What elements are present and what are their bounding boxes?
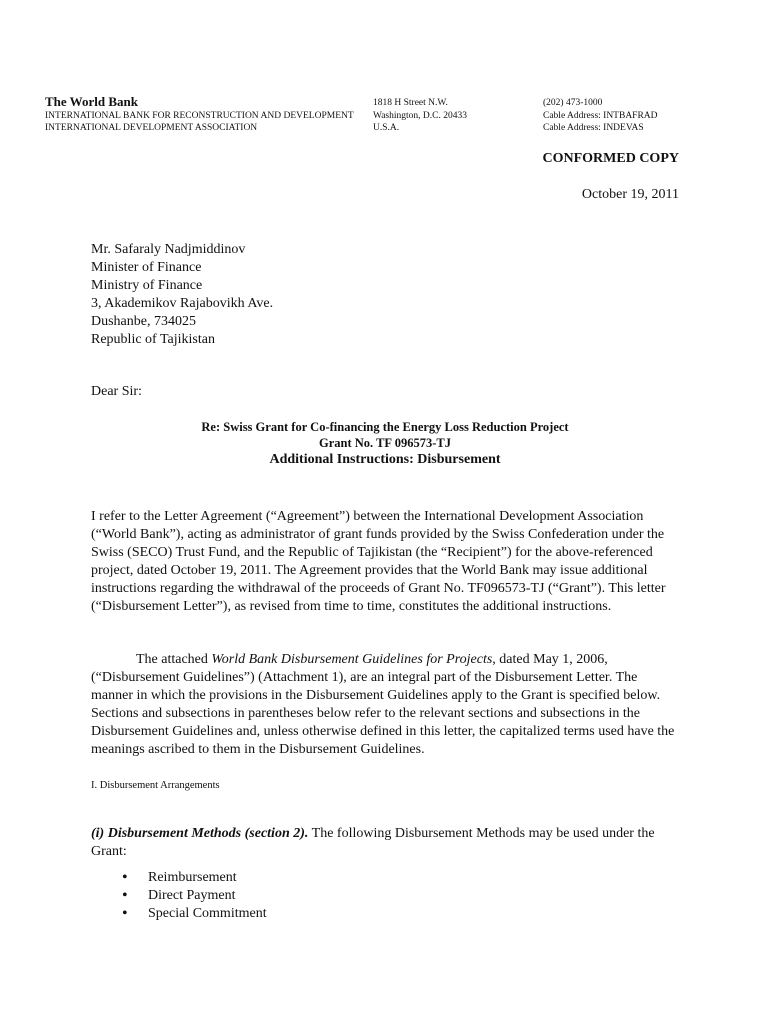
recipient-street: 3, Akademikov Rajabovikh Ave. [91,296,274,311]
subject-line-1: Re: Swiss Grant for Co-financing the Energy Loss Reduction Project [201,420,569,434]
letterhead-cable-2: Cable Address: INDEVAS [543,123,644,133]
letterhead-cable-1: Cable Address: INTBAFRAD [543,111,658,121]
recipient-title: Minister of Finance [91,260,202,275]
letterhead-phone: (202) 473-1000 [543,98,603,108]
recipient-city: Dushanbe, 734025 [91,314,196,329]
list-item: • Direct Payment [120,887,267,905]
guidelines-title: World Bank Disbursement Guidelines for Projects [211,652,493,667]
recipient-address-block [91,241,273,349]
paragraph-2-start: The attached [136,652,212,667]
methods-lead: (i) Disbursement Methods (section 2). [91,826,309,841]
letter-date: October 19, 2011 [581,187,679,202]
body-paragraph-1: I refer to the Letter Agreement (“Agreement”) between the International Development Association (“World Bank”), acting as administrator of grant funds provided by the Swiss Confederation under the Swiss (SECO) Trust Fund, and the Republic of Tajikistan (the “Recipient”) for the above-referenced project, dated October 19, 2011. The Agreement provides that the World Bank may issue additional instructions regarding the withdrawal of the proceeds of Grant No. TF096573-TJ (“Grant”). This letter (“Disbursement Letter”), as revised from time to time, constitutes the additional instructions. [91,509,666,614]
recipient-country: Republic of Tajikistan [91,332,215,347]
recipient-ministry: Ministry of Finance [91,278,203,293]
paragraph-2-rest: , dated May 1, 2006, (“Disbursement Guidelines”) (Attachment 1), are an integral part of the Disbursement Letter. The manner in which the provisions in the Disbursement Guidelines apply to the Grant is specified below. Sections and subsections in parentheses below refer to the relevant sections and subsections in the Disbursement Guidelines and, unless otherwise defined in this letter, the capitalized terms used have the meanings ascribed to them in the Disbursement Guidelines. [91,652,675,757]
letterhead-address-line-3: U.S.A. [373,123,400,133]
conformed-copy-stamp: CONFORMED COPY [542,151,679,166]
letterhead-address-line-1: 1818 H Street N.W. [373,98,448,108]
list-item: • Reimbursement [120,869,267,887]
methods-list [120,869,267,923]
recipient-name: Mr. Safaraly Nadjmiddinov [91,242,246,257]
methods-text: The following Disbursement Methods may be used under the Grant: [91,826,655,859]
subject-line-2: Grant No. TF 096573-TJ [319,436,451,450]
section-heading: I. Disbursement Arrangements [91,780,220,791]
list-item: • Special Commitment [120,905,267,923]
body-paragraph-2 [91,651,679,759]
letterhead-address-line-2: Washington, D.C. 20433 [373,111,467,121]
letterhead-org-line-2: INTERNATIONAL DEVELOPMENT ASSOCIATION [45,123,258,133]
letterhead-org-name: The World Bank [45,94,138,109]
salutation: Dear Sir: [91,384,142,399]
subject-line-3: Additional Instructions: Disbursement [269,452,501,467]
disbursement-methods-paragraph [91,825,679,861]
letterhead-org-line-1: INTERNATIONAL BANK FOR RECONSTRUCTION AND DEVELOPMENT [45,111,354,121]
